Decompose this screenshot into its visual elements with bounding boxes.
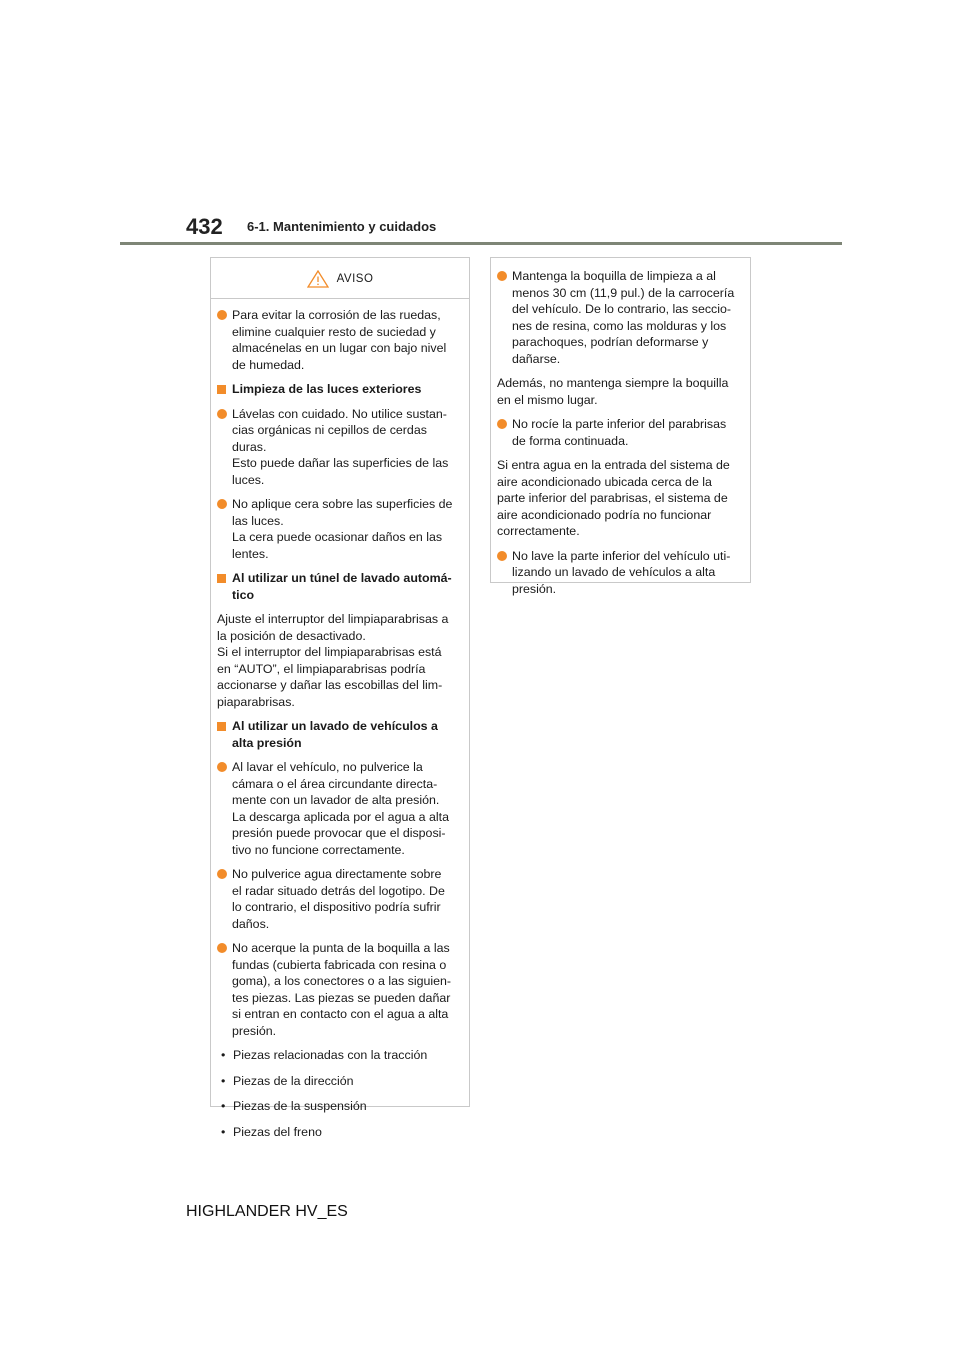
list-item: No rocíe la parte inferior del parabrisas de forma continuada. bbox=[497, 416, 740, 449]
aviso-header bbox=[211, 266, 469, 299]
bullet-dot-icon bbox=[497, 551, 507, 561]
paragraph: Si entra agua en la entrada del sistema de aire acondicionado ubicada cerca de la parte inferior del parabrisas, el sistema de aire acondicionado podría no funcionar correctamente. bbox=[497, 458, 730, 538]
list-item: No acerque la punta de la boquilla a las fundas (cubierta fabricada con resina o goma), a los conectores o a las siguien- tes piezas. Las piezas se pueden dañar si entran en contacto con el agua a alta presión. bbox=[217, 940, 459, 1039]
list-item: Al lavar el vehículo, no pulverice la cámara o el área circundante directa- mente con un lavador de alta presión. La descarga aplicada por el agua a alta presión puede provocar que el disposi- tivo no funcione correctamente. bbox=[217, 759, 459, 858]
paragraph: Ajuste el interruptor del limpiaparabrisas a la posición de desactivado. Si el interruptor del limpiaparabrisas está en “AUTO”, el limpiaparabrisas podría accionarse y dañar las escobillas del lim- piaparabrisas. bbox=[217, 612, 449, 709]
bullet-dot-icon bbox=[217, 409, 227, 419]
list-item: No pulverice agua directamente sobre el radar situado detrás del logotipo. De lo contrario, el dispositivo podría sufrir daños. bbox=[217, 866, 459, 932]
paragraph: Además, no mantenga siempre la boquilla en el mismo lugar. bbox=[497, 376, 729, 407]
bullet-dot-icon bbox=[497, 419, 507, 429]
header-rule bbox=[120, 242, 842, 245]
page-number: 432 bbox=[186, 214, 223, 239]
bullet-dot-icon bbox=[497, 271, 507, 281]
square-bullet-icon bbox=[217, 385, 226, 394]
bullet-dot-icon bbox=[217, 762, 227, 772]
list-item: Para evitar la corrosión de las ruedas, elimine cualquier resto de suciedad y almacénelas en un lugar con bajo nivel de humedad. bbox=[217, 307, 459, 373]
sub-list-item: • Piezas de la dirección bbox=[221, 1073, 354, 1088]
aviso-label: AVISO bbox=[336, 272, 374, 285]
square-bullet-icon bbox=[217, 722, 226, 731]
footer-model-label: HIGHLANDER HV_ES bbox=[186, 1203, 348, 1220]
section-title: 6-1. Mantenimiento y cuidados bbox=[247, 219, 437, 234]
list-item: No lave la parte inferior del vehículo uti- lizando un lavado de vehículos a alta presión. bbox=[497, 548, 740, 598]
sub-list-item: • Piezas del freno bbox=[221, 1124, 322, 1139]
square-bullet-icon bbox=[217, 574, 226, 583]
subsection-heading: Al utilizar un lavado de vehículos a alta presión bbox=[217, 718, 459, 751]
subsection-heading: Limpieza de las luces exteriores bbox=[217, 381, 459, 398]
bullet-dot-icon bbox=[217, 869, 227, 879]
list-item: No aplique cera sobre las superficies de las luces. La cera puede ocasionar daños en las lentes. bbox=[217, 496, 459, 562]
warning-box-left bbox=[210, 257, 470, 1139]
bullet-dot-icon bbox=[217, 943, 227, 953]
list-item: Mantenga la boquilla de limpieza a al menos 30 cm (11,9 pul.) de la carrocería del vehículo. De lo contrario, las seccio- nes de resina, como las molduras y los parachoques, podrían deformarse y dañarse. bbox=[497, 268, 740, 367]
warning-box-right bbox=[490, 257, 751, 596]
warning-triangle-icon bbox=[307, 270, 329, 288]
sub-list-item: • Piezas relacionadas con la tracción bbox=[221, 1048, 428, 1062]
bullet-dot-icon bbox=[217, 499, 227, 509]
subsection-heading: Al utilizar un túnel de lavado automá- tico bbox=[217, 570, 459, 603]
list-item: Lávelas con cuidado. No utilice sustan- cias orgánicas ni cepillos de cerdas duras. Esto puede dañar las superficies de las luces. bbox=[217, 406, 459, 489]
bullet-dot-icon bbox=[217, 310, 227, 320]
sub-list-item: • Piezas de la suspensión bbox=[221, 1099, 367, 1113]
